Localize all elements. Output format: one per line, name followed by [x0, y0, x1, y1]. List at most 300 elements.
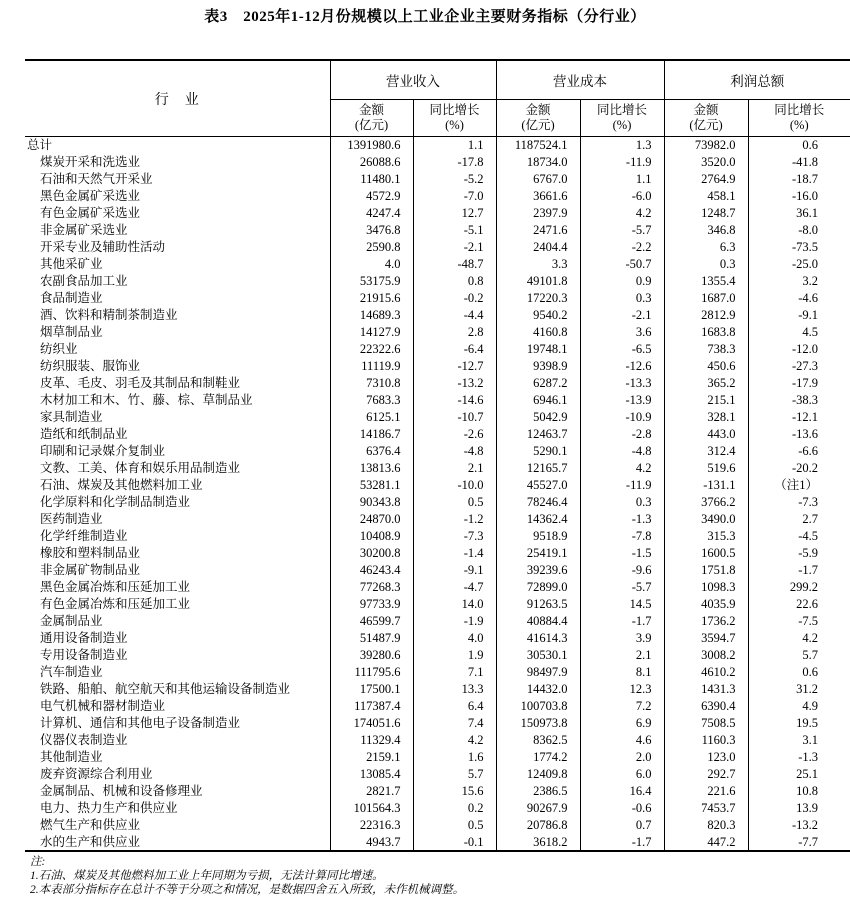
value-cell: 4.2 — [580, 460, 664, 477]
value-cell: 14689.3 — [330, 307, 413, 324]
value-cell: 19748.1 — [496, 341, 580, 358]
value-cell: 12463.7 — [496, 426, 580, 443]
industry-cell: 有色金属矿采选业 — [40, 206, 141, 220]
industry-cell: 酒、饮料和精制茶制造业 — [40, 308, 178, 322]
table-row — [25, 511, 850, 528]
value-cell: -7.5 — [748, 613, 850, 630]
group-header-cost: 营业成本 — [496, 60, 664, 100]
industry-cell: 燃气生产和供应业 — [40, 818, 141, 832]
value-cell: 315.3 — [664, 528, 748, 545]
table-row — [25, 392, 850, 409]
value-cell: -6.0 — [580, 188, 664, 205]
value-cell: -0.6 — [580, 800, 664, 817]
value-cell: -13.6 — [748, 426, 850, 443]
value-cell: 1.6 — [413, 749, 496, 766]
table-row — [25, 800, 850, 817]
value-cell: -50.7 — [580, 256, 664, 273]
value-cell: -25.0 — [748, 256, 850, 273]
value-cell: 53281.1 — [330, 477, 413, 494]
table-row — [25, 562, 850, 579]
value-cell: -1.3 — [580, 511, 664, 528]
value-cell: 3520.0 — [664, 154, 748, 171]
cost-amount-header — [496, 100, 580, 137]
value-cell: 12.7 — [413, 205, 496, 222]
table-row — [25, 205, 850, 222]
value-cell: 2404.4 — [496, 239, 580, 256]
value-cell: 45527.0 — [496, 477, 580, 494]
value-cell: 6125.1 — [330, 409, 413, 426]
value-cell: 78246.4 — [496, 494, 580, 511]
sub-header-line1: 同比增长 — [596, 102, 647, 117]
financial-indicators-table — [25, 59, 850, 852]
value-cell: 221.6 — [664, 783, 748, 800]
value-cell: 6390.4 — [664, 698, 748, 715]
value-cell: 6767.0 — [496, 171, 580, 188]
revenue-growth-header — [413, 100, 496, 137]
value-cell: 16.4 — [580, 783, 664, 800]
value-cell: 2.0 — [580, 749, 664, 766]
value-cell: -0.2 — [413, 290, 496, 307]
value-cell: 36.1 — [748, 205, 850, 222]
value-cell: 1248.7 — [664, 205, 748, 222]
table-row — [25, 596, 850, 613]
value-cell: 11480.1 — [330, 171, 413, 188]
value-cell: -9.1 — [413, 562, 496, 579]
footnote-label: 注: — [30, 855, 46, 868]
table-row — [25, 222, 850, 239]
value-cell: -17.9 — [748, 375, 850, 392]
value-cell: 13085.4 — [330, 766, 413, 783]
sub-header-line1: 金额 — [693, 102, 719, 117]
value-cell: -38.3 — [748, 392, 850, 409]
value-cell: 90267.9 — [496, 800, 580, 817]
value-cell: 6.9 — [580, 715, 664, 732]
industry-cell: 汽车制造业 — [40, 665, 103, 679]
value-cell: 117387.4 — [330, 698, 413, 715]
table-row — [25, 494, 850, 511]
value-cell: -1.7 — [580, 834, 664, 851]
value-cell: 26088.6 — [330, 154, 413, 171]
table-row — [25, 188, 850, 205]
value-cell: 22316.3 — [330, 817, 413, 834]
value-cell: 6287.2 — [496, 375, 580, 392]
value-cell: -131.1 — [664, 477, 748, 494]
table-row — [25, 817, 850, 834]
value-cell: 7310.8 — [330, 375, 413, 392]
value-cell: 18734.0 — [496, 154, 580, 171]
value-cell: 820.3 — [664, 817, 748, 834]
value-cell: -4.5 — [748, 528, 850, 545]
footnote-item: 2.本表部分指标存在总计不等于分项之和情况，是数据四舍五入所致，未作机械调整。 — [30, 883, 465, 896]
value-cell: 2159.1 — [330, 749, 413, 766]
industry-cell: 非金属矿采选业 — [40, 223, 128, 237]
value-cell: 0.2 — [413, 800, 496, 817]
table-row — [25, 443, 850, 460]
value-cell: 6.4 — [413, 698, 496, 715]
value-cell: 4572.9 — [330, 188, 413, 205]
value-cell: 41614.3 — [496, 630, 580, 647]
value-cell: 0.6 — [748, 137, 850, 154]
value-cell: 25.1 — [748, 766, 850, 783]
value-cell: 3594.7 — [664, 630, 748, 647]
value-cell: -5.9 — [748, 545, 850, 562]
value-cell: 3.9 — [580, 630, 664, 647]
value-cell: -73.5 — [748, 239, 850, 256]
value-cell: -4.8 — [413, 443, 496, 460]
sub-header-line1: 金额 — [525, 102, 551, 117]
value-cell: -41.8 — [748, 154, 850, 171]
value-cell: -4.4 — [413, 307, 496, 324]
value-cell: 97733.9 — [330, 596, 413, 613]
revenue-amount-header — [330, 100, 413, 137]
value-cell: 1683.8 — [664, 324, 748, 341]
value-cell: 3661.6 — [496, 188, 580, 205]
table-row — [25, 613, 850, 630]
value-cell: -12.1 — [748, 409, 850, 426]
value-cell: 17500.1 — [330, 681, 413, 698]
value-cell: 0.3 — [664, 256, 748, 273]
value-cell: 3.1 — [748, 732, 850, 749]
value-cell: 22322.6 — [330, 341, 413, 358]
industry-cell: 化学纤维制造业 — [40, 529, 128, 543]
value-cell: 14127.9 — [330, 324, 413, 341]
value-cell: 100703.8 — [496, 698, 580, 715]
table-row — [25, 324, 850, 341]
value-cell: 0.3 — [580, 290, 664, 307]
value-cell: 39239.6 — [496, 562, 580, 579]
value-cell: 73982.0 — [664, 137, 748, 154]
value-cell: 1.1 — [413, 137, 496, 154]
industry-cell: 皮革、毛皮、羽毛及其制品和制鞋业 — [40, 376, 241, 390]
table-row — [25, 375, 850, 392]
table-row — [25, 766, 850, 783]
industry-cell: 煤炭开采和洗选业 — [40, 155, 141, 169]
value-cell: 6946.1 — [496, 392, 580, 409]
value-cell: 2821.7 — [330, 783, 413, 800]
value-cell: 9540.2 — [496, 307, 580, 324]
value-cell: 3490.0 — [664, 511, 748, 528]
table-row — [25, 579, 850, 596]
value-cell: 2590.8 — [330, 239, 413, 256]
sub-header-line2: (%) — [789, 117, 809, 132]
table-row — [25, 630, 850, 647]
industry-cell: 有色金属冶炼和压延加工业 — [40, 597, 191, 611]
value-cell: 101564.3 — [330, 800, 413, 817]
value-cell: 77268.3 — [330, 579, 413, 596]
value-cell: 4247.4 — [330, 205, 413, 222]
value-cell: -9.6 — [580, 562, 664, 579]
table-row — [25, 239, 850, 256]
value-cell: -1.2 — [413, 511, 496, 528]
value-cell: 1098.3 — [664, 579, 748, 596]
table-row — [25, 460, 850, 477]
value-cell: 346.8 — [664, 222, 748, 239]
value-cell: -7.3 — [413, 528, 496, 545]
value-cell: 4610.2 — [664, 664, 748, 681]
value-cell: 519.6 — [664, 460, 748, 477]
sub-header-line1: 同比增长 — [774, 102, 825, 117]
value-cell: 5.7 — [748, 647, 850, 664]
value-cell: -13.9 — [580, 392, 664, 409]
value-cell: 39280.6 — [330, 647, 413, 664]
industry-cell: 仪器仪表制造业 — [40, 733, 128, 747]
value-cell: 3766.2 — [664, 494, 748, 511]
value-cell: -2.1 — [413, 239, 496, 256]
industry-cell: 烟草制品业 — [40, 325, 103, 339]
sub-header-line1: 同比增长 — [429, 102, 480, 117]
value-cell: -48.7 — [413, 256, 496, 273]
table-row — [25, 341, 850, 358]
value-cell: 24870.0 — [330, 511, 413, 528]
value-cell: 3008.2 — [664, 647, 748, 664]
industry-cell: 印刷和记录媒介复制业 — [40, 444, 166, 458]
value-cell: 22.6 — [748, 596, 850, 613]
industry-cell: 木材加工和木、竹、藤、棕、草制品业 — [40, 393, 253, 407]
value-cell: 2764.9 — [664, 171, 748, 188]
table-row — [25, 171, 850, 188]
value-cell: -7.3 — [748, 494, 850, 511]
value-cell: 5042.9 — [496, 409, 580, 426]
page-title: 表3 2025年1-12月份规模以上工业企业主要财务指标（分行业） — [204, 9, 646, 25]
value-cell: 1736.2 — [664, 613, 748, 630]
value-cell: -12.7 — [413, 358, 496, 375]
industry-cell: 通用设备制造业 — [40, 631, 128, 645]
value-cell: 123.0 — [664, 749, 748, 766]
industry-cell: 金属制品、机械和设备修理业 — [40, 784, 203, 798]
value-cell: -1.5 — [580, 545, 664, 562]
value-cell: 12409.8 — [496, 766, 580, 783]
industry-cell: 其他制造业 — [40, 750, 103, 764]
industry-cell: 家具制造业 — [40, 410, 103, 424]
profit-growth-header — [748, 100, 850, 137]
value-cell: 1.9 — [413, 647, 496, 664]
value-cell: 11119.9 — [330, 358, 413, 375]
value-cell: 1774.2 — [496, 749, 580, 766]
table-row — [25, 783, 850, 800]
value-cell: -7.8 — [580, 528, 664, 545]
value-cell: 3476.8 — [330, 222, 413, 239]
table-row — [25, 749, 850, 766]
value-cell: -6.6 — [748, 443, 850, 460]
value-cell: 8362.5 — [496, 732, 580, 749]
industry-cell: 水的生产和供应业 — [40, 834, 141, 849]
value-cell: 14362.4 — [496, 511, 580, 528]
industry-cell: 非金属矿物制品业 — [40, 563, 141, 577]
value-cell: -12.0 — [748, 341, 850, 358]
value-cell: 51487.9 — [330, 630, 413, 647]
value-cell: 13.9 — [748, 800, 850, 817]
table-row — [25, 698, 850, 715]
table-row — [25, 528, 850, 545]
industry-cell: 其他采矿业 — [40, 257, 103, 271]
industry-cell: 造纸和纸制品业 — [40, 427, 128, 441]
value-cell: 53175.9 — [330, 273, 413, 290]
industry-cell: 总计 — [27, 138, 53, 153]
value-cell: -13.3 — [580, 375, 664, 392]
value-cell: -6.5 — [580, 341, 664, 358]
value-cell: 443.0 — [664, 426, 748, 443]
value-cell: 10.8 — [748, 783, 850, 800]
value-cell: 12165.7 — [496, 460, 580, 477]
table-row — [25, 545, 850, 562]
value-cell: 4035.9 — [664, 596, 748, 613]
value-cell: -4.6 — [748, 290, 850, 307]
value-cell: 31.2 — [748, 681, 850, 698]
table-row — [25, 715, 850, 732]
value-cell: 14.5 — [580, 596, 664, 613]
value-cell: 19.5 — [748, 715, 850, 732]
value-cell: 111795.6 — [330, 664, 413, 681]
value-cell: 2812.9 — [664, 307, 748, 324]
value-cell: 292.7 — [664, 766, 748, 783]
industry-cell: 食品制造业 — [40, 291, 103, 305]
value-cell: -2.2 — [580, 239, 664, 256]
value-cell: 4.2 — [413, 732, 496, 749]
value-cell: -6.4 — [413, 341, 496, 358]
value-cell: 1.1 — [580, 171, 664, 188]
value-cell: 11329.4 — [330, 732, 413, 749]
industry-cell: 黑色金属冶炼和压延加工业 — [40, 580, 191, 594]
value-cell: 14186.7 — [330, 426, 413, 443]
industry-cell: 农副食品加工业 — [40, 274, 128, 288]
table-row — [25, 732, 850, 749]
value-cell: 10408.9 — [330, 528, 413, 545]
value-cell: 91263.5 — [496, 596, 580, 613]
group-header-row — [25, 60, 850, 100]
value-cell: -8.0 — [748, 222, 850, 239]
value-cell: 4.2 — [580, 205, 664, 222]
value-cell: -18.7 — [748, 171, 850, 188]
value-cell: 0.5 — [413, 494, 496, 511]
sub-header-line2: (%) — [445, 117, 464, 132]
value-cell: 72899.0 — [496, 579, 580, 596]
value-cell: 17220.3 — [496, 290, 580, 307]
value-cell: 1160.3 — [664, 732, 748, 749]
value-cell: -0.1 — [413, 834, 496, 851]
table-body — [25, 137, 850, 851]
value-cell: -1.3 — [748, 749, 850, 766]
value-cell: 2.1 — [413, 460, 496, 477]
value-cell: 328.1 — [664, 409, 748, 426]
value-cell: -11.9 — [580, 154, 664, 171]
value-cell: 46243.4 — [330, 562, 413, 579]
industry-cell: 石油和天然气开采业 — [40, 172, 153, 186]
value-cell: 5290.1 — [496, 443, 580, 460]
table-row — [25, 647, 850, 664]
value-cell: 4.0 — [413, 630, 496, 647]
value-cell: -10.9 — [580, 409, 664, 426]
value-cell: -2.6 — [413, 426, 496, 443]
value-cell: 738.3 — [664, 341, 748, 358]
value-cell: 5.7 — [413, 766, 496, 783]
industry-cell: 纺织服装、服饰业 — [40, 359, 141, 373]
industry-cell: 金属制品业 — [40, 614, 103, 628]
value-cell: 447.2 — [664, 834, 748, 851]
table-row — [25, 137, 850, 154]
value-cell: 40884.4 — [496, 613, 580, 630]
value-cell: 1687.0 — [664, 290, 748, 307]
value-cell: 2386.5 — [496, 783, 580, 800]
value-cell: 3618.2 — [496, 834, 580, 851]
value-cell: 450.6 — [664, 358, 748, 375]
table-row — [25, 290, 850, 307]
value-cell: 12.3 — [580, 681, 664, 698]
value-cell: -4.7 — [413, 579, 496, 596]
value-cell: -5.7 — [580, 579, 664, 596]
industry-cell: 纺织业 — [40, 342, 78, 356]
cost-growth-header — [580, 100, 664, 137]
value-cell: 20786.8 — [496, 817, 580, 834]
value-cell: 7453.7 — [664, 800, 748, 817]
table-row — [25, 664, 850, 681]
value-cell: -2.8 — [580, 426, 664, 443]
value-cell: 365.2 — [664, 375, 748, 392]
value-cell: -10.7 — [413, 409, 496, 426]
value-cell: -14.6 — [413, 392, 496, 409]
industry-cell: 专用设备制造业 — [40, 648, 128, 662]
industry-cell: 文教、工美、体育和娱乐用品制造业 — [40, 461, 241, 475]
value-cell: -1.7 — [748, 562, 850, 579]
value-cell: 2.1 — [580, 647, 664, 664]
value-cell: 14.0 — [413, 596, 496, 613]
value-cell: 6376.4 — [330, 443, 413, 460]
value-cell: 7.2 — [580, 698, 664, 715]
value-cell: 2471.6 — [496, 222, 580, 239]
industry-cell: 石油、煤炭及其他燃料加工业 — [40, 478, 203, 492]
value-cell: 3.6 — [580, 324, 664, 341]
value-cell: -7.0 — [413, 188, 496, 205]
value-cell: 13.3 — [413, 681, 496, 698]
value-cell: 15.6 — [413, 783, 496, 800]
table-row — [25, 426, 850, 443]
value-cell: -1.7 — [580, 613, 664, 630]
value-cell: 1600.5 — [664, 545, 748, 562]
value-cell: 4.5 — [748, 324, 850, 341]
value-cell: 7.4 — [413, 715, 496, 732]
value-cell: 150973.8 — [496, 715, 580, 732]
value-cell: 9398.9 — [496, 358, 580, 375]
value-cell: 21915.6 — [330, 290, 413, 307]
table-row — [25, 681, 850, 698]
value-cell: 6.0 — [580, 766, 664, 783]
value-cell: -11.9 — [580, 477, 664, 494]
value-cell: -12.6 — [580, 358, 664, 375]
value-cell: 0.3 — [580, 494, 664, 511]
value-cell: -13.2 — [413, 375, 496, 392]
value-cell: 2.7 — [748, 511, 850, 528]
industry-cell: 医药制造业 — [40, 512, 103, 526]
sub-header-line2: (亿元) — [521, 117, 555, 132]
profit-amount-header — [664, 100, 748, 137]
sub-header-line2: (亿元) — [354, 117, 389, 132]
value-cell: -17.8 — [413, 154, 496, 171]
value-cell: 0.8 — [413, 273, 496, 290]
value-cell: 2.8 — [413, 324, 496, 341]
value-cell: （注1） — [748, 477, 850, 494]
industry-column-header: 行 业 — [25, 60, 330, 137]
table-row — [25, 273, 850, 290]
value-cell: 458.1 — [664, 188, 748, 205]
value-cell: 13813.6 — [330, 460, 413, 477]
value-cell: 2397.9 — [496, 205, 580, 222]
industry-cell: 电气机械和器材制造业 — [40, 699, 166, 713]
table-row — [25, 834, 850, 851]
value-cell: 1.3 — [580, 137, 664, 154]
group-header-revenue: 营业收入 — [330, 60, 496, 100]
value-cell: 46599.7 — [330, 613, 413, 630]
value-cell: 0.9 — [580, 273, 664, 290]
table-row — [25, 256, 850, 273]
